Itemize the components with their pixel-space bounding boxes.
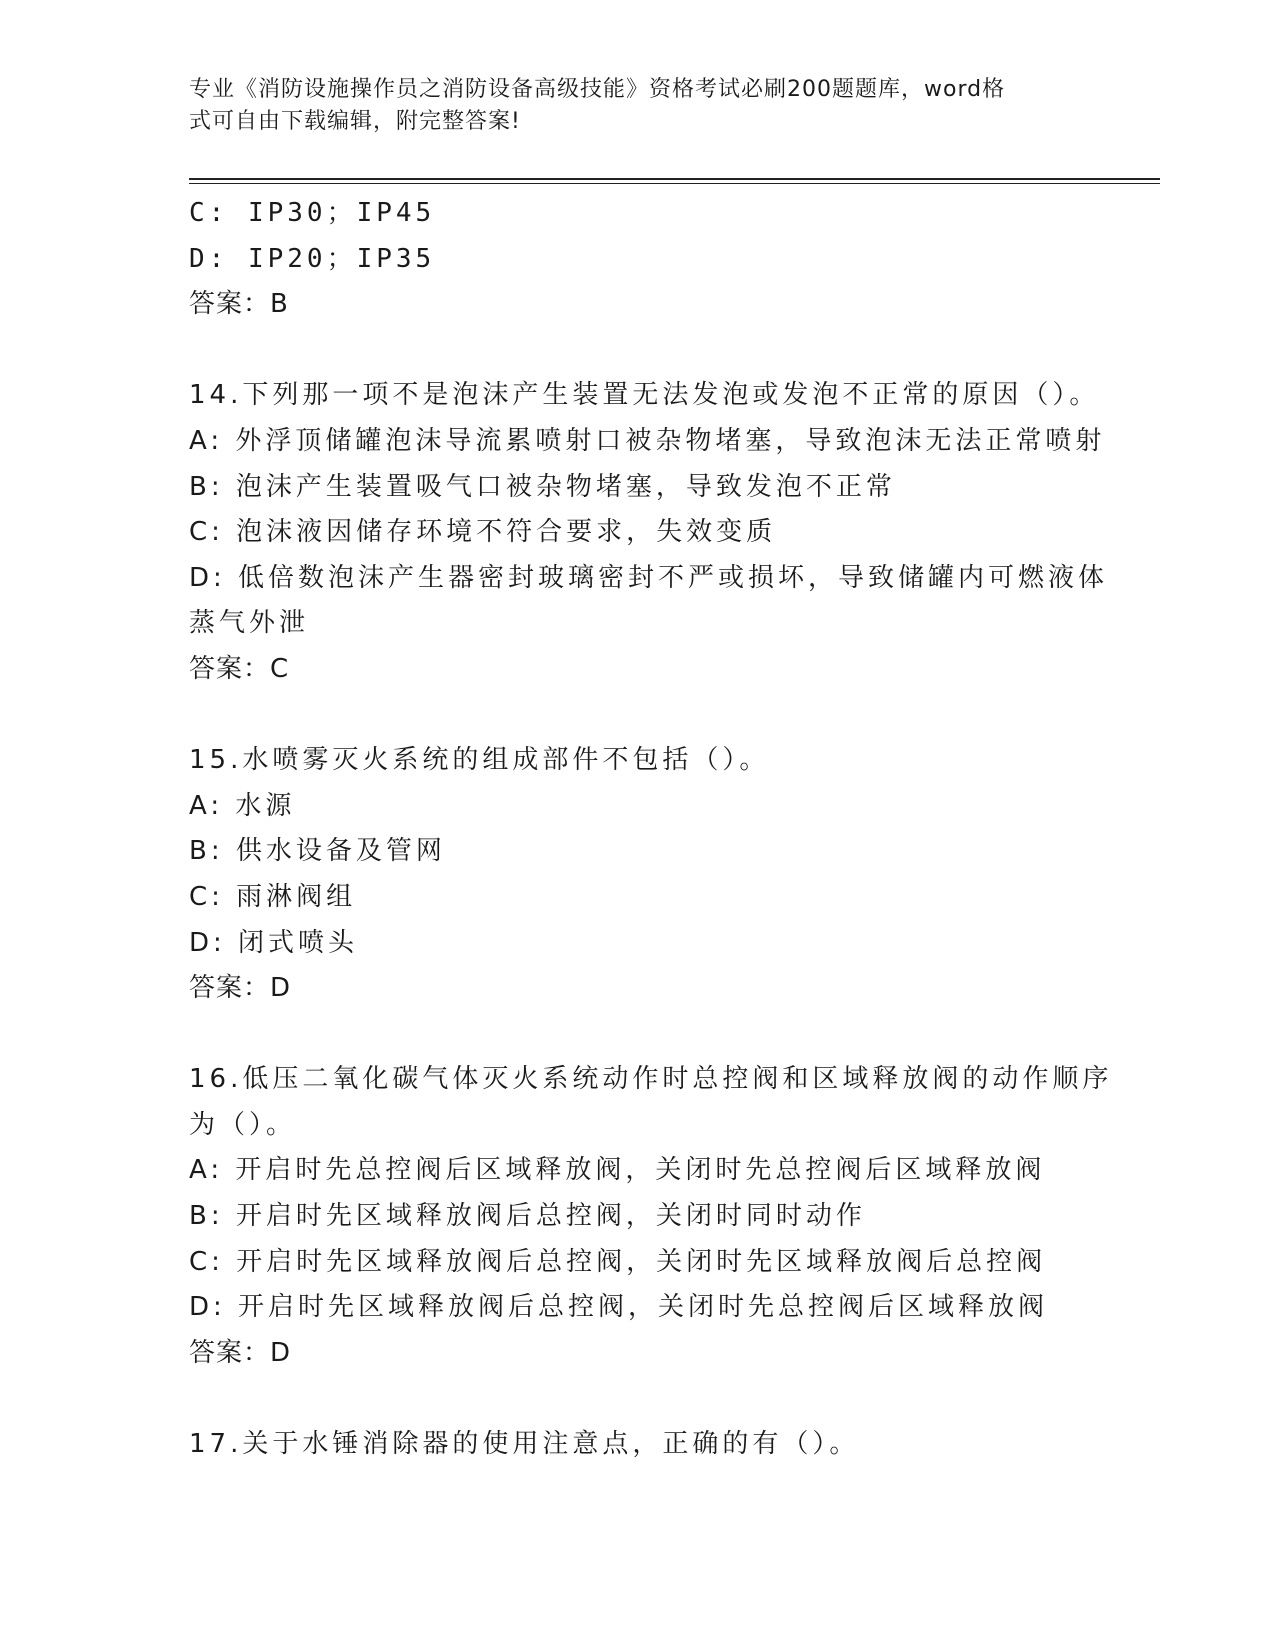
option-b: B: 开启时先区域释放阀后总控阀，关闭时同时动作 bbox=[189, 1201, 866, 1232]
option-c: C: 雨淋阀组 bbox=[189, 881, 357, 912]
question-14 bbox=[189, 373, 1109, 692]
option-a: A: 外浮顶储罐泡沫导流累喷射口被杂物堵塞，导致泡沫无法正常喷射 bbox=[189, 425, 1106, 456]
question-stem: 14.下列那一项不是泡沫产生装置无法发泡或发泡不正常的原因（）。 bbox=[189, 380, 1100, 411]
question-stem-continued: 为（）。 bbox=[189, 1109, 297, 1140]
question-16 bbox=[189, 1057, 1113, 1376]
question-stem: 16.低压二氧化碳气体灭火系统动作时总控阀和区域释放阀的动作顺序 bbox=[189, 1064, 1113, 1095]
answer-line: 答案：B bbox=[189, 289, 289, 320]
document-body bbox=[189, 191, 1113, 1468]
option-b: B: 泡沫产生装置吸气口被杂物堵塞，导致发泡不正常 bbox=[189, 471, 896, 502]
header-line-2: 式可自由下载编辑，附完整答案! bbox=[189, 109, 521, 134]
option-a: A: 水源 bbox=[189, 790, 296, 821]
answer-line: 答案：D bbox=[189, 973, 292, 1004]
prev-question bbox=[189, 191, 1089, 328]
option-d: D: 开启时先区域释放阀后总控阀，关闭时先总控阀后区域释放阀 bbox=[189, 1292, 1049, 1323]
option-a: A: 开启时先总控阀后区域释放阀，关闭时先总控阀后区域释放阀 bbox=[189, 1155, 1046, 1186]
option-c: C: 开启时先区域释放阀后总控阀，关闭时先区域释放阀后总控阀 bbox=[189, 1246, 1047, 1277]
answer-line: 答案：C bbox=[189, 653, 290, 684]
header-divider-thin bbox=[189, 183, 1160, 184]
option-b: B: 供水设备及管网 bbox=[189, 836, 446, 867]
option-d: D: IP20；IP35 bbox=[189, 243, 436, 274]
question-17 bbox=[189, 1422, 1089, 1468]
question-stem: 15.水喷雾灭火系统的组成部件不包括（）。 bbox=[189, 745, 770, 776]
header-line-1: 专业《消防设施操作员之消防设备高级技能》资格考试必刷200题题库，word格 bbox=[189, 77, 1006, 102]
option-d-continued: 蒸气外泄 bbox=[189, 608, 310, 639]
option-c: C: 泡沫液因储存环境不符合要求，失效变质 bbox=[189, 517, 777, 548]
question-stem: 17.关于水锤消除器的使用注意点，正确的有（）。 bbox=[189, 1429, 860, 1460]
option-d: D: 低倍数泡沫产生器密封玻璃密封不严或损坏，导致储罐内可燃液体 bbox=[189, 562, 1109, 593]
question-15 bbox=[189, 738, 1089, 1012]
option-d: D: 闭式喷头 bbox=[189, 927, 359, 958]
answer-line: 答案：D bbox=[189, 1337, 292, 1368]
header-divider-thick bbox=[189, 178, 1160, 180]
option-c: C: IP30；IP45 bbox=[189, 198, 436, 228]
page-header bbox=[189, 74, 1089, 138]
